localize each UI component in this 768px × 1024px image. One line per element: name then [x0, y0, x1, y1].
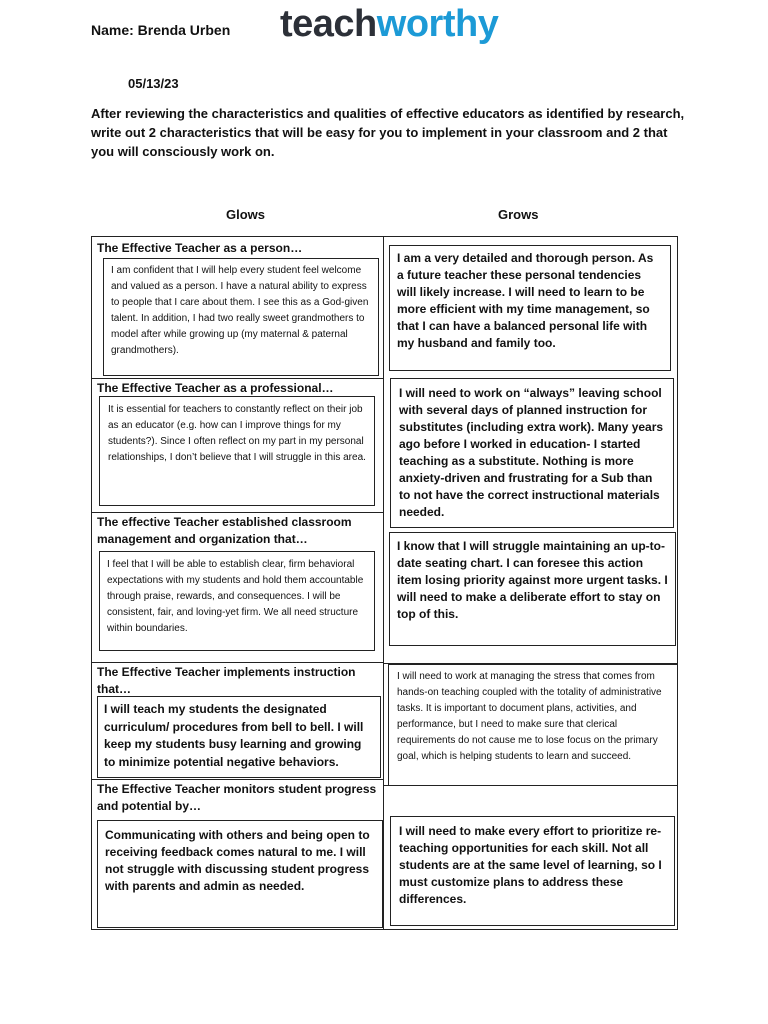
logo-text-teach: teach	[280, 3, 377, 45]
grow-box-monitoring: I will need to make every effort to prioritize re-teaching opportunities for each skill. Not all students are at the same level of learning, so I must customize plans to address these differences.	[390, 816, 675, 926]
row-divider	[91, 378, 384, 379]
instructions: After reviewing the characteristics and qualities of effective educators as identified by research, write out 2 characteristics that will be easy for you to implement in your classroom and 2 that you will consciously work on.	[91, 106, 685, 159]
teachworthy-logo	[280, 0, 498, 48]
grows-heading: Grows	[498, 207, 539, 222]
section-title-professional: The Effective Teacher as a professional…	[97, 381, 334, 395]
section-title-classroom-management: The effective Teacher established classroom management and organization that…	[97, 515, 352, 546]
logo-text-y: y	[477, 3, 499, 45]
row-divider	[91, 662, 384, 663]
grow-box-person: I am a very detailed and thorough person. As a future teacher these personal tendencies will likely increase. I will need to learn to be more efficient with my time management, so that I can have a balanced personal life with my husband and family too.	[389, 245, 671, 371]
glow-box-professional: It is essential for teachers to constantly reflect on their job as an educator (e.g. how can I improve things for my students?). Since I often reflect on my part in my personal relationships, I don’t believe that I will struggle in this area.	[99, 396, 375, 506]
section-title-instruction: The Effective Teacher implements instruction that…	[97, 665, 356, 696]
glow-box-classroom-management: I feel that I will be able to establish clear, firm behavioral expectations with my students and hold them accountable through praise, rewards, and consequences. I will be consistent, fair, and loving-yet firm. We all need structure within boundaries.	[99, 551, 375, 651]
grow-box-professional: I will need to work on “always” leaving school with several days of planned instruction for substitutes (including extra work). Many years ago before I worked in education- I started teaching as a substitute. Nothing is more anxiety-driven and frustrating for a Sub than to not have the correct instructional materials needed.	[390, 378, 674, 528]
date: 05/13/23	[128, 76, 179, 91]
row-divider	[91, 779, 384, 780]
section-title-monitoring: The Effective Teacher monitors student progress and potential by…	[97, 782, 377, 813]
section-title-person: The Effective Teacher as a person…	[97, 241, 303, 255]
column-divider	[383, 236, 384, 930]
glow-box-instruction: I will teach my students the designated curriculum/ procedures from bell to bell. I will keep my students busy learning and growing to minimize potential negative behaviors.	[97, 696, 381, 778]
grow-box-instruction: I will need to work at managing the stress that comes from hands-on teaching coupled with the totality of administrative tasks. It is important to document plans, activities, and performance, but I need to make sure that clerical requirements do not cause me to lose focus on the primary goal, which is helping students to learn and succeed.	[388, 664, 678, 786]
row-divider	[91, 512, 384, 513]
glow-box-person: I am confident that I will help every student feel welcome and valued as a person. I have a natural ability to express to people that I care about them. I see this as a God-given talent. In addition, I had two really sweet grandmothers to model after while growing up (my maternal & paternal grandmothers).	[103, 258, 379, 376]
glow-box-monitoring: Communicating with others and being open to receiving feedback comes natural to me. I will not struggle with discussing student progress with parents and admin as needed.	[97, 820, 383, 928]
glows-heading: Glows	[226, 207, 266, 222]
logo-text-worth: worth	[376, 3, 478, 45]
grow-box-classroom-management: I know that I will struggle maintaining an up-to-date seating chart. I can foresee this action item losing priority against more urgent tasks. I will need to make a deliberate effort to stay on top of this.	[389, 532, 676, 646]
student-name: Name: Brenda Urben	[91, 22, 231, 38]
